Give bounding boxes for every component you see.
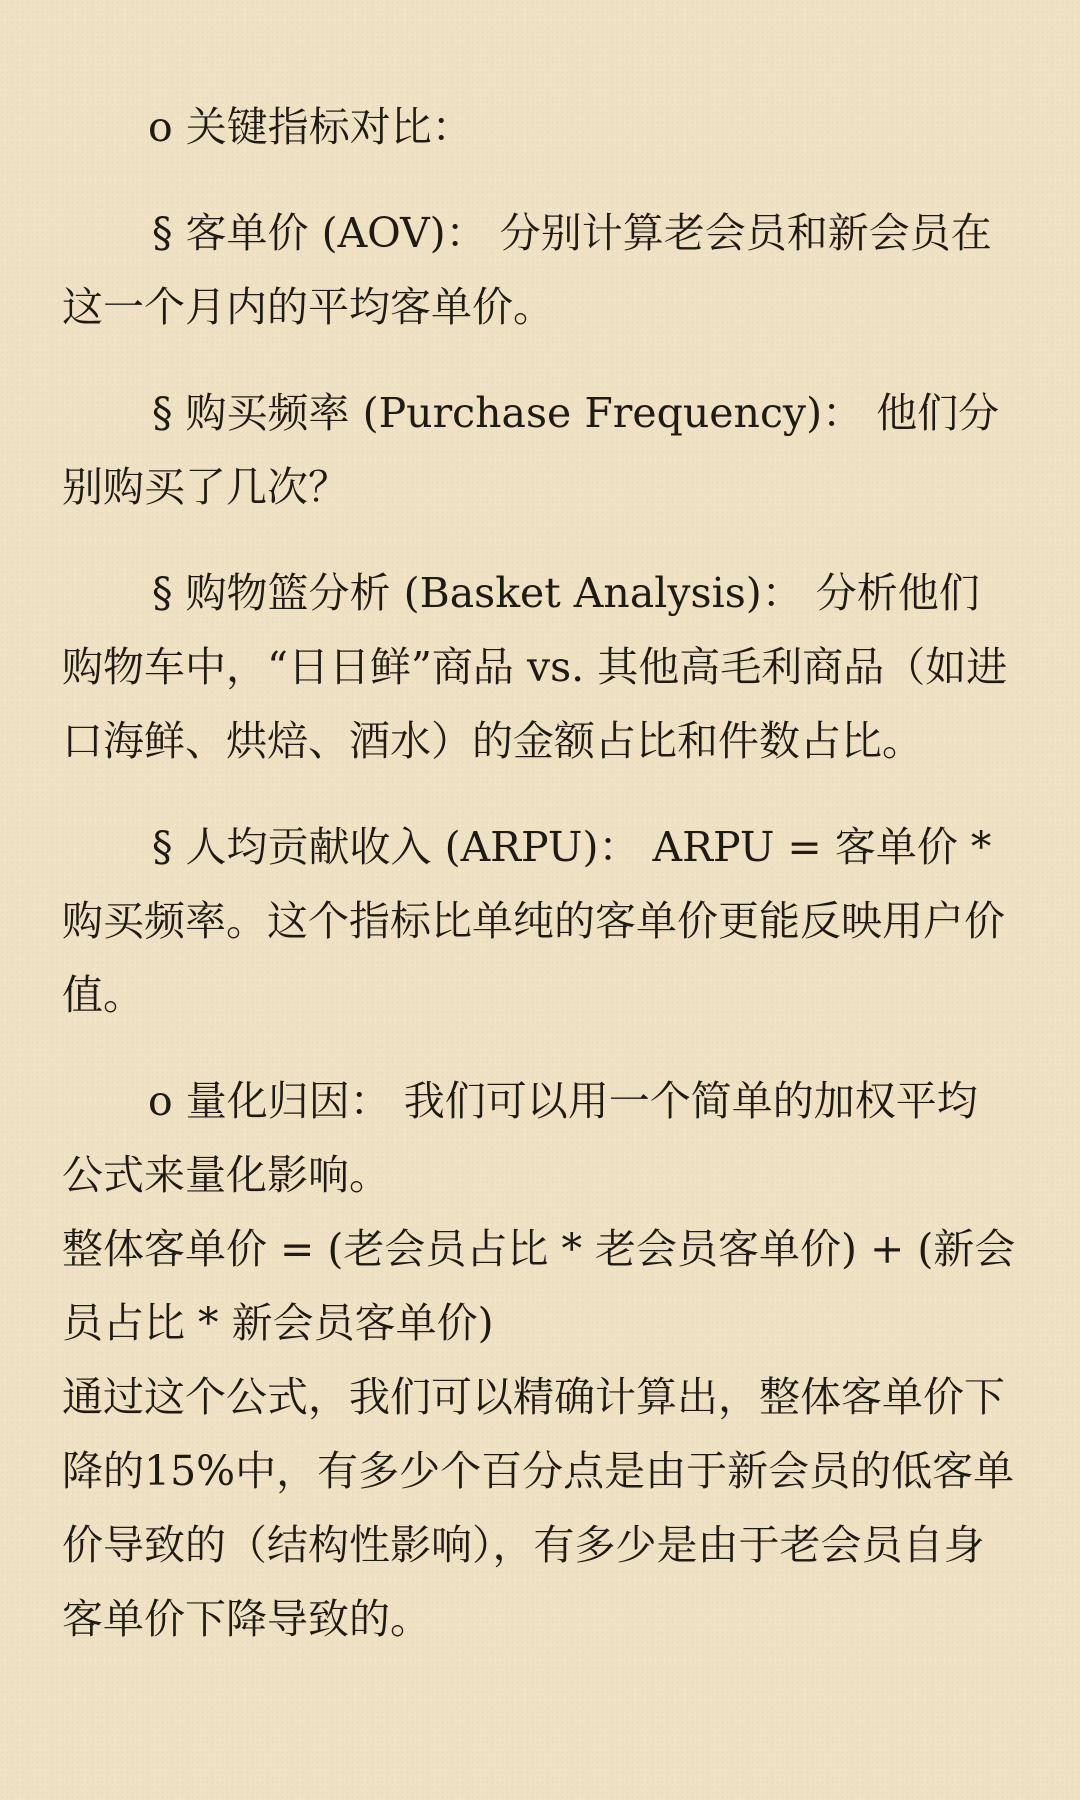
paragraph-text: 整体客单价 = (老会员占比 * 老会员客单价) + (新会员占比 * 新会员客单价) <box>62 1225 1016 1347</box>
paragraph-text: 购买频率 (Purchase Frequency)： 他们分别购买了几次？ <box>62 389 1000 511</box>
circle-bullet: o <box>148 103 173 151</box>
paragraph-formula-explanation <box>62 1360 1016 1656</box>
paragraph-aov <box>62 196 1016 344</box>
paragraph-arpu <box>62 810 1016 1032</box>
section-bullet: § <box>152 209 173 257</box>
paragraph-purchase-frequency <box>62 376 1016 524</box>
section-bullet: § <box>152 389 173 437</box>
paragraph-text: 人均贡献收入 (ARPU)： ARPU = 客单价 * 购买频率。这个指标比单纯的客单价更能反映用户价值。 <box>62 823 1005 1019</box>
paragraph-text: 通过这个公式，我们可以精确计算出，整体客单价下降的15%中，有多少个百分点是由于新会员的低客单价导致的（结构性影响），有多少是由于老会员自身客单价下降导致的。 <box>62 1373 1015 1643</box>
paragraph-quantitative-attribution <box>62 1064 1016 1212</box>
circle-bullet: o <box>148 1077 173 1125</box>
paragraph-basket-analysis <box>62 556 1016 778</box>
paragraph-text: 关键指标对比： <box>185 103 473 151</box>
paragraph-text: 购物篮分析 (Basket Analysis)： 分析他们购物车中，“日日鲜”商品 vs. 其他高毛利商品（如进口海鲜、烘焙、酒水）的金额占比和件数占比。 <box>62 569 1008 765</box>
paragraph-formula <box>62 1212 1016 1360</box>
paragraph-text: 量化归因： 我们可以用一个简单的加权平均公式来量化影响。 <box>62 1077 978 1199</box>
paragraph-text: 客单价 (AOV)： 分别计算老会员和新会员在这一个月内的平均客单价。 <box>62 209 992 331</box>
section-bullet: § <box>152 569 173 617</box>
section-bullet: § <box>152 823 173 871</box>
paragraph-key-metrics-comparison <box>62 90 1016 164</box>
